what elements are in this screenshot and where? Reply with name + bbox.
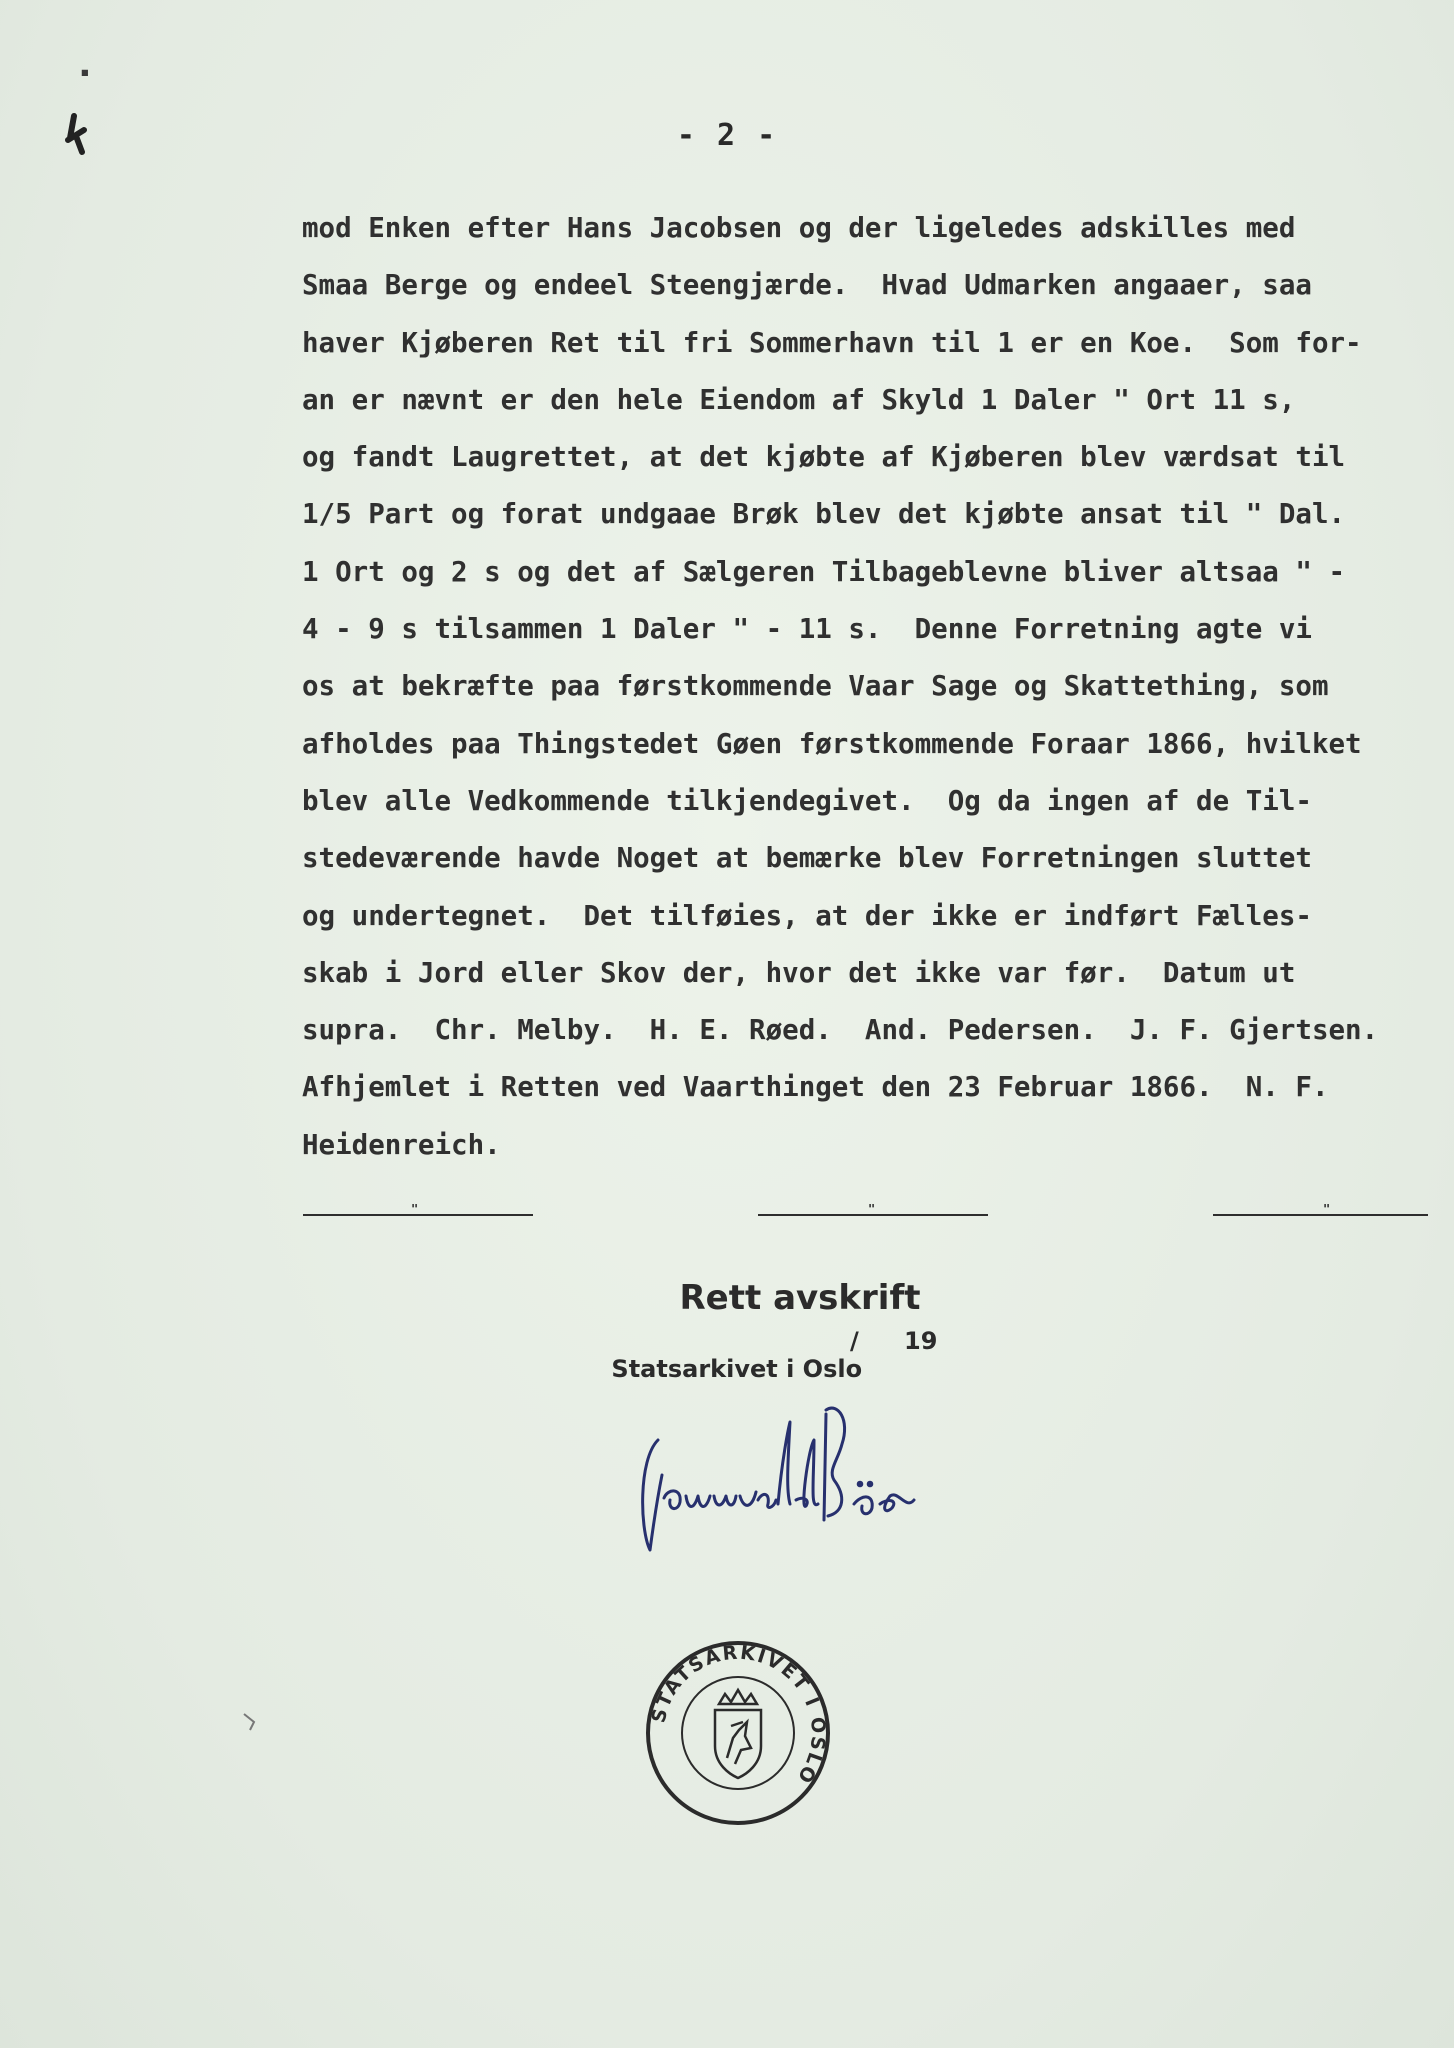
- text-line: og undertegnet. Det tilføies, at der ikke er indført Fælles-: [302, 899, 1312, 932]
- text-line: Afhjemlet i Retten ved Vaarthinget den 23 Februar 1866. N. F.: [302, 1071, 1329, 1104]
- certification-slash: /: [850, 1327, 859, 1355]
- text-line: og fandt Laugrettet, at det kjøbte af Kjøberen blev værdsat til: [302, 441, 1346, 474]
- text-line: skab i Jord eller Skov der, hvor det ikke var før. Datum ut: [302, 956, 1296, 989]
- certification-year: 19: [904, 1327, 938, 1355]
- text-line: stedeværende havde Noget at bemærke blev Forretningen sluttet: [302, 842, 1312, 875]
- text-line: os at bekræfte paa førstkommende Vaar Sage og Skattething, som: [302, 670, 1329, 703]
- separator-mark: ": [868, 1202, 876, 1216]
- text-line: mod Enken efter Hans Jacobsen og der ligeledes adskilles med: [302, 212, 1296, 244]
- separator-mark: ": [1323, 1202, 1331, 1216]
- separator-rule-left: [303, 1202, 533, 1216]
- certification-institution: Statsarkivet i Oslo: [611, 1355, 863, 1383]
- text-line: afholdes paa Thingstedet Gøen førstkommende Foraar 1866, hvilket: [302, 727, 1362, 760]
- text-line: supra. Chr. Melby. H. E. Røed. And. Pedersen. J. F. Gjertsen.: [302, 1014, 1379, 1047]
- transcription-body: [302, 200, 1422, 1174]
- page-number: - 2 -: [676, 118, 778, 153]
- text-line: an er nævnt er den hele Eiendom af Skyld 1 Daler " Ort 11 s,: [302, 383, 1296, 416]
- text-line: 1 Ort og 2 s og det af Sælgeren Tilbageblevne bliver altsaa " -: [302, 555, 1346, 588]
- text-line: Smaa Berge og endeel Steengjærde. Hvad Udmarken angaaer, saa: [302, 269, 1312, 302]
- margin-mark-icon: ▪: [80, 62, 90, 81]
- svg-text:STATSARKIVET I OSLO: STATSARKIVET I OSLO: [647, 1641, 830, 1789]
- text-line: Heidenreich.: [302, 1128, 501, 1161]
- text-line: 1/5 Part og forat undgaae Brøk blev det kjøbte ansat til " Dal.: [302, 498, 1346, 531]
- certification-title: Rett avskrift: [679, 1278, 921, 1318]
- handwritten-signature: [628, 1400, 948, 1570]
- text-line: haver Kjøberen Ret til fri Sommerhavn til 1 er en Koe. Som for-: [302, 326, 1362, 359]
- text-line: 4 - 9 s tilsammen 1 Daler " - 11 s. Denne Forretning agte vi: [302, 613, 1312, 646]
- archive-stamp-icon: [643, 1638, 833, 1828]
- separator-mark: ": [411, 1202, 419, 1216]
- margin-smudge-icon: [240, 1710, 264, 1734]
- separator-rule-center: [758, 1202, 988, 1216]
- text-line: blev alle Vedkommende tilkjendegivet. Og da ingen af de Til-: [302, 784, 1312, 817]
- separator-rule-right: [1213, 1202, 1428, 1216]
